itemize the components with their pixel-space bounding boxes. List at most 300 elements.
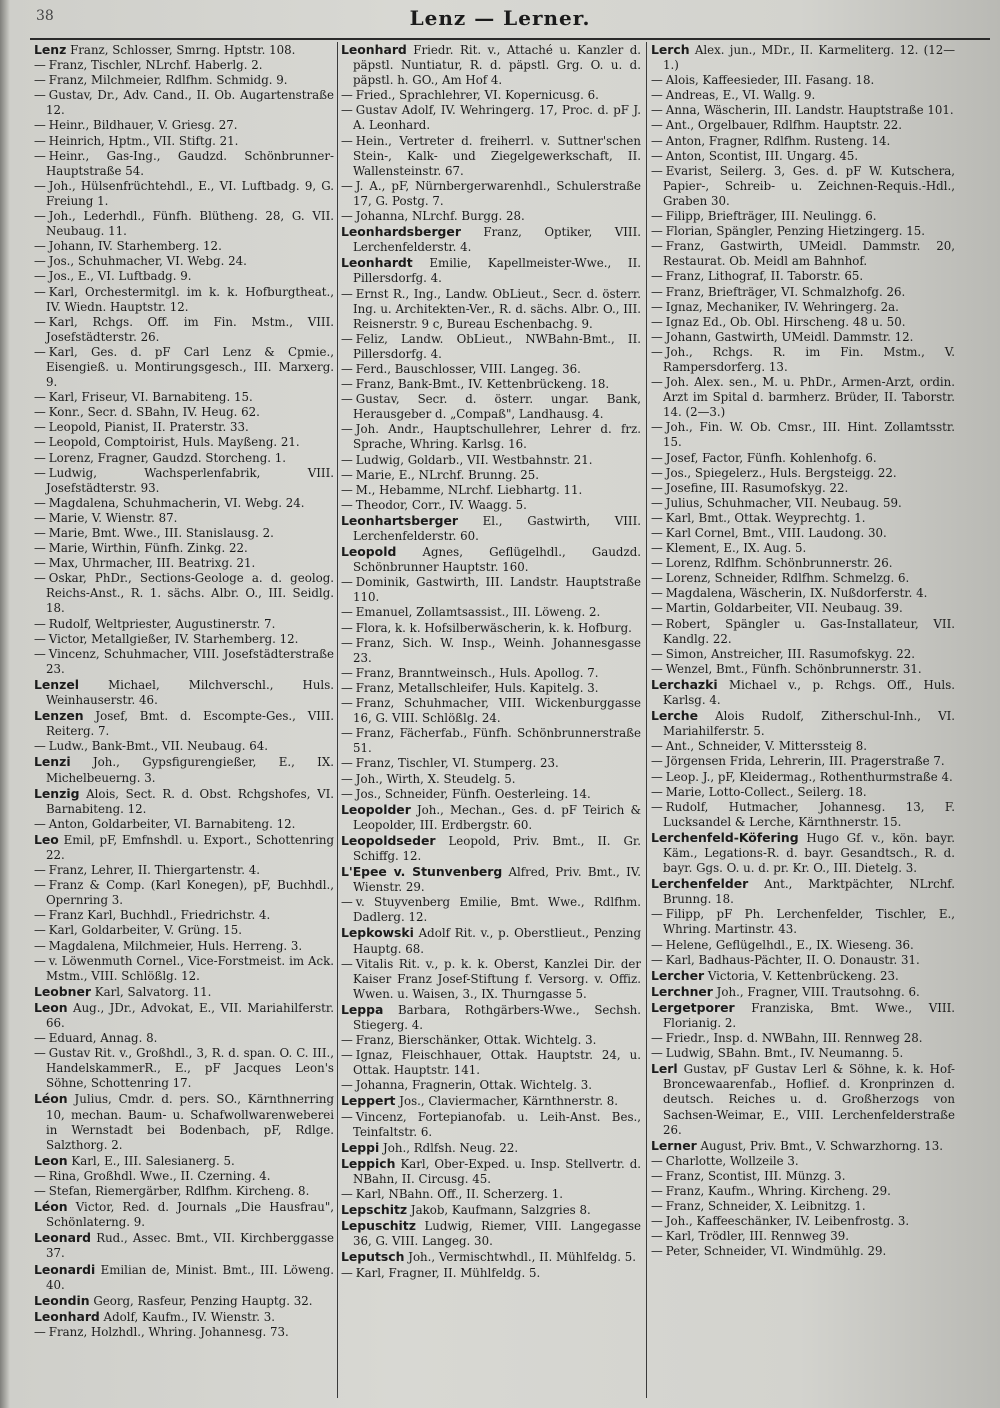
ditto-dash: —: [34, 1324, 46, 1339]
directory-entry: [651, 617, 955, 647]
entry-text: Ludwig, SBahn. Bmt., IV. Neumanng. 5.: [665, 1046, 904, 1061]
directory-entry: [651, 907, 955, 937]
directory-entry: [341, 498, 641, 513]
directory-entry: [34, 923, 334, 938]
ditto-dash: —: [651, 284, 663, 299]
directory-entry: [34, 269, 334, 284]
ditto-dash: —: [651, 1244, 663, 1259]
ditto-dash: —: [34, 739, 46, 754]
ditto-dash: —: [651, 133, 663, 148]
directory-entry: [341, 544, 641, 575]
directory-entry: [341, 1140, 641, 1156]
directory-entry: [34, 345, 334, 390]
directory-entry: [341, 103, 641, 133]
directory-entry: [341, 209, 641, 224]
directory-entry: [34, 1293, 334, 1309]
ditto-dash: —: [341, 696, 353, 711]
entry-text: Fried., Sprachlehrer, VI. Kopernicusg. 6.: [355, 88, 599, 103]
ditto-dash: —: [341, 895, 353, 910]
entry-text: Marie, Bmt. Wwe., III. Stanislausg. 2.: [48, 526, 274, 540]
entry-surname: Lerner: [651, 1137, 697, 1153]
entry-text: Karl, Ges. d. pF Carl Lenz & Cpmie., Eisengieß. u. Montirungsgesch., III. Marxerg. 9.: [46, 344, 334, 390]
directory-entry: [651, 315, 955, 330]
directory-entry: [34, 954, 334, 984]
entry-text: Michael v., p. Rchgs. Off., Huls. Karlsg. 4.: [663, 677, 955, 708]
entry-text: Anna, Wäscherin, III. Landstr. Hauptstraße 101.: [665, 103, 954, 118]
entry-text: Friedr., Insp. d. NWBahn, III. Rennweg 28.: [665, 1031, 923, 1046]
directory-entry: [34, 58, 334, 73]
ditto-dash: —: [651, 163, 663, 178]
directory-entry: [651, 1154, 955, 1169]
directory-entry: [651, 1184, 955, 1199]
ditto-dash: —: [651, 450, 663, 465]
ditto-dash: —: [341, 178, 353, 193]
directory-entry: [341, 864, 641, 895]
entry-surname: Leon: [34, 999, 68, 1015]
entry-surname: Leonard: [34, 1230, 91, 1246]
entry-text: Victor, Metallgießer, IV. Starhemberg. 12.: [48, 631, 299, 646]
directory-entry: [34, 179, 334, 209]
entry-text: Aug., JDr., Advokat, E., VII. Mariahilferstr. 66.: [46, 1000, 334, 1030]
entry-text: Jos., Schuhmacher, VI. Webg. 24.: [48, 254, 247, 269]
entry-text: Lorenz, Schneider, Rdlfhm. Schmelzg. 6.: [665, 571, 910, 586]
directory-entry: [651, 1031, 955, 1046]
entry-text: El., Gastwirth, VIII. Lerchenfelderstr. 60.: [353, 513, 641, 543]
entry-surname: Lerchner: [651, 983, 713, 999]
entry-text: Alois, Kaffeesieder, III. Fasang. 18.: [665, 73, 875, 88]
directory-entry: [651, 466, 955, 481]
ditto-dash: —: [34, 314, 46, 329]
entry-surname: Leonhardt: [341, 255, 413, 271]
directory-entry: [34, 617, 334, 632]
directory-entry: [34, 390, 334, 405]
entry-surname: Leopold: [341, 544, 397, 560]
entry-text: Franz, Lehrer, II. Thiergartenstr. 4.: [48, 863, 260, 878]
entry-text: Franz, Gastwirth, UMeidl. Dammstr. 20, Restaurat. Ob. Meidl am Bahnhof.: [663, 239, 955, 269]
entry-text: August, Priv. Bmt., V. Schwarzhorng. 13.: [700, 1138, 943, 1153]
ditto-dash: —: [341, 482, 353, 497]
entry-text: Barbara, Rothgärbers-Wwe., Sechsh. Stiegerg. 4.: [353, 1002, 641, 1032]
entry-text: Julius, Schuhmacher, VII. Neubaug. 59.: [665, 495, 902, 510]
entry-text: Victoria, V. Kettenbrückeng. 23.: [707, 968, 899, 983]
directory-entry: [341, 696, 641, 726]
ditto-dash: —: [341, 665, 353, 680]
entry-text: Eduard, Annag. 8.: [48, 1031, 158, 1046]
entry-text: Adolf, Kaufm., IV. Wienstr. 3.: [103, 1309, 275, 1324]
ditto-dash: —: [34, 133, 46, 148]
directory-entry: [34, 677, 334, 708]
entry-text: Johann, Gastwirth, UMeidl. Dammstr. 12.: [665, 329, 914, 344]
ditto-dash: —: [651, 1168, 663, 1183]
directory-entry: [651, 770, 955, 785]
entry-text: Ludw., Bank-Bmt., VII. Neubaug. 64.: [48, 739, 269, 754]
entry-text: Leopold, Comptoirist, Huls. Mayßeng. 21.: [48, 435, 300, 450]
entry-text: Joh., Fin. W. Ob. Cmsr., III. Hint. Zollamtsstr. 15.: [663, 420, 955, 450]
ditto-dash: —: [34, 58, 46, 73]
directory-entry: [341, 88, 641, 103]
directory-entry: [34, 1031, 334, 1046]
entry-text: Johanna, NLrchf. Burgg. 28.: [355, 209, 525, 224]
directory-entry: [341, 802, 641, 833]
column-3: [651, 42, 955, 1402]
directory-entry: [651, 708, 955, 739]
entry-text: Joh., Lederhdl., Fünfh. Blütheng. 28, G. VII. Neubaug. 11.: [46, 209, 334, 239]
ditto-dash: —: [34, 816, 46, 831]
entry-surname: Leopoldseder: [341, 832, 436, 848]
entry-text: Magdalena, Wäscherin, IX. Nußdorferstr. 4.: [665, 586, 928, 601]
directory-entry: [651, 1138, 955, 1154]
entry-text: Heinr., Bildhauer, V. Griesg. 27.: [48, 118, 238, 133]
entry-surname: Lenzen: [34, 708, 84, 724]
directory-entry: [651, 1000, 955, 1031]
ditto-dash: —: [341, 620, 353, 635]
entry-surname: Lepkowski: [341, 925, 414, 941]
directory-entry: [341, 895, 641, 925]
entry-text: Emilie, Kapellmeister-Wwe., II. Pillersdorfg. 4.: [353, 256, 641, 286]
ditto-dash: —: [34, 616, 46, 631]
directory-entry: [341, 255, 641, 286]
ditto-dash: —: [34, 344, 46, 359]
entry-text: Ferd., Bauschlosser, VIII. Langeg. 36.: [355, 361, 581, 376]
directory-entry: [341, 332, 641, 362]
directory-entry: [34, 1153, 334, 1169]
directory-entry: [341, 636, 641, 666]
directory-entry: [341, 1202, 641, 1218]
entry-text: Rud., Assec. Bmt., VII. Kirchberggasse 37.: [46, 1231, 334, 1261]
directory-entry: [651, 224, 955, 239]
entry-text: Franz, Bierschänker, Ottak. Wichtelg. 3.: [355, 1033, 597, 1048]
ditto-dash: —: [341, 377, 353, 392]
directory-entry: [341, 224, 641, 255]
directory-entry: [651, 1244, 955, 1259]
entry-text: Franz, Schuhmacher, VIII. Wickenburggasse 16, G. VIII. Schlößlg. 24.: [353, 696, 641, 726]
ditto-dash: —: [341, 331, 353, 346]
ditto-dash: —: [651, 1153, 663, 1168]
directory-entry: [34, 1000, 334, 1031]
entry-text: Ant., Marktpächter, NLrchf. Brunng. 18.: [663, 877, 955, 907]
ditto-dash: —: [341, 956, 353, 971]
entry-text: Rudolf, Hutmacher, Johannesg. 13, F. Lucksandel & Lerche, Kärnthnerstr. 15.: [663, 799, 955, 829]
entry-text: v. Stuyvenberg Emilie, Bmt. Wwe., Rdlfhm. Dadlerg. 12.: [353, 895, 641, 925]
entry-text: Franz, Schlosser, Smrng. Hptstr. 108.: [70, 43, 296, 57]
entry-text: Karl, Goldarbeiter, V. Grüng. 15.: [48, 923, 242, 938]
ditto-dash: —: [341, 771, 353, 786]
column-2: [341, 42, 641, 1402]
ditto-dash: —: [34, 209, 46, 224]
entry-text: Franziska, Bmt. Wwe., VIII. Florianig. 2.: [663, 1000, 955, 1030]
directory-entry: [651, 938, 955, 953]
ditto-dash: —: [34, 878, 46, 893]
ditto-dash: —: [651, 269, 663, 284]
entry-text: Helene, Geflügelhdl., E., IX. Wieseng. 36.: [665, 937, 914, 952]
entry-text: Agnes, Geflügelhdl., Gaudzd. Schönbrunner Hauptstr. 160.: [353, 545, 641, 575]
entry-text: Klement, E., IX. Aug. 5.: [665, 541, 807, 556]
directory-entry: [34, 420, 334, 435]
entry-surname: Lenzi: [34, 754, 71, 770]
ditto-dash: —: [34, 938, 46, 953]
entry-surname: Lergetporer: [651, 999, 735, 1015]
directory-entry: [651, 42, 955, 73]
directory-entry: [651, 662, 955, 677]
entry-surname: Leobner: [34, 983, 92, 999]
directory-entry: [651, 556, 955, 571]
directory-entry: [34, 209, 334, 239]
ditto-dash: —: [34, 526, 46, 540]
entry-text: Alois, Sect. R. d. Obst. Rchgshofes, VI. Barnabiteng. 12.: [46, 786, 334, 816]
entry-text: Vitalis Rit. v., p. k. k. Oberst, Kanzlei Dir. der Kaiser Franz Josef-Stiftung f. Versorg. v. Offiz. Wwen. u. Waisen, 3., IX. Thurngasse 5.: [353, 956, 641, 1001]
entry-text: Georg, Rasfeur, Penzing Hauptg. 32.: [93, 1293, 313, 1308]
entry-text: M., Hebamme, NLrchf. Liebhartg. 11.: [355, 482, 583, 497]
directory-entry: [651, 1046, 955, 1061]
entry-text: Rina, Großhdl. Wwe., II. Czerning. 4.: [48, 1168, 271, 1183]
ditto-dash: —: [34, 953, 46, 968]
directory-entry: [651, 118, 955, 133]
entry-text: Gustav Rit. v., Großhdl., 3, R. d. span. O. C. III., HandelskammerR., E., pF Jacques Leon's Söhne, Schottenring 17.: [46, 1046, 334, 1091]
entry-text: Franz, Milchmeier, Rdlfhm. Schmidg. 9.: [48, 73, 288, 88]
ditto-dash: —: [34, 571, 46, 586]
entry-text: Hein., Vertreter d. freiherrl. v. Suttner'schen Stein-, Kalk- und Ziegelgewerkschaft, II. Wallensteinstr. 67.: [353, 133, 641, 178]
ditto-dash: —: [651, 1046, 663, 1061]
ditto-dash: —: [651, 1199, 663, 1214]
directory-entry: [341, 513, 641, 544]
entry-surname: Léon: [34, 1199, 68, 1215]
entry-text: Leopold, Priv. Bmt., II. Gr. Schiffg. 12.: [353, 833, 641, 863]
entry-text: Franz, Schneider, X. Leibnitzg. 1.: [665, 1199, 866, 1214]
entry-text: Gustav, pF Gustav Lerl & Söhne, k. k. Hof-Broncewaarenfab., Hoflief. d. Kronprinzen d. deutsch. Reiches u. d. Großherzogs von Sachsen-Weimar, E., VIII. Lerchenfelderstraße 26.: [663, 1062, 955, 1137]
ditto-dash: —: [341, 1033, 353, 1048]
directory-entry: [651, 571, 955, 586]
directory-entry: [341, 957, 641, 1002]
entry-surname: Leppa: [341, 1001, 384, 1017]
ditto-dash: —: [34, 435, 46, 450]
entry-surname: Leonhard: [341, 42, 407, 57]
header-rule: [30, 38, 990, 40]
ditto-dash: —: [341, 422, 353, 437]
directory-entry: [34, 571, 334, 616]
directory-entry: [651, 164, 955, 209]
entry-surname: Lenzig: [34, 785, 80, 801]
directory-entry: [341, 392, 641, 422]
entry-text: Jos., Claviermacher, Kärnthnerstr. 8.: [399, 1094, 619, 1109]
entry-text: Franz, Branntweinsch., Huls. Apollog. 7.: [355, 665, 599, 680]
entry-surname: Lerchazki: [651, 676, 718, 692]
entry-text: Ludwig, Wachsperlenfabrik, VIII. Josefstädterstr. 93.: [46, 465, 334, 495]
ditto-dash: —: [651, 118, 663, 133]
directory-entry: [34, 786, 334, 817]
column-divider: [337, 42, 338, 1398]
directory-entry: [651, 1229, 955, 1244]
directory-entry: [341, 1266, 641, 1281]
entry-text: Martin, Goldarbeiter, VII. Neubaug. 39.: [665, 601, 903, 616]
entry-text: Franz, Briefträger, VI. Schmalzhofg. 26.: [665, 284, 906, 299]
directory-entry: [341, 1033, 641, 1048]
entry-text: Franz, Optiker, VIII. Lerchenfelderstr. 4.: [353, 225, 641, 255]
directory-entry: [651, 285, 955, 300]
ditto-dash: —: [651, 616, 663, 631]
entry-text: Franz, Kaufm., Whring. Kircheng. 29.: [665, 1184, 891, 1199]
ditto-dash: —: [651, 73, 663, 88]
directory-entry: [341, 1218, 641, 1249]
directory-entry: [651, 149, 955, 164]
ditto-dash: —: [651, 952, 663, 967]
entry-text: J. A., pF, Nürnbergerwarenhdl., Schulerstraße 17, G. Postg. 7.: [353, 178, 641, 208]
ditto-dash: —: [341, 392, 353, 407]
ditto-dash: —: [34, 405, 46, 420]
directory-entry: [651, 647, 955, 662]
directory-entry: [34, 878, 334, 908]
directory-entry: [651, 754, 955, 769]
directory-entry: [651, 496, 955, 511]
ditto-dash: —: [34, 420, 46, 435]
entry-text: Emil, pF, Emfnshdl. u. Export., Schottenring 22.: [46, 832, 334, 862]
entry-text: Franz, Lithograf, II. Taborstr. 65.: [665, 269, 864, 284]
directory-entry: [34, 435, 334, 450]
entry-text: Joh., Rdlfsh. Neug. 22.: [383, 1140, 519, 1155]
entry-text: Franz, Scontist, III. Münzg. 3.: [665, 1168, 846, 1183]
ditto-dash: —: [34, 148, 46, 163]
ditto-dash: —: [34, 88, 46, 103]
column-divider: [646, 42, 647, 1398]
entry-text: Ant., Schneider, V. Mitterssteig 8.: [665, 739, 867, 754]
ditto-dash: —: [34, 923, 46, 938]
directory-entry: [34, 42, 334, 58]
directory-entry: [341, 1048, 641, 1078]
ditto-dash: —: [651, 601, 663, 616]
ditto-dash: —: [341, 497, 353, 512]
ditto-dash: —: [341, 88, 353, 103]
entry-surname: Leonhard: [34, 1308, 100, 1324]
directory-entry: [651, 800, 955, 830]
entry-text: Simon, Anstreicher, III. Rasumofskyg. 22.: [665, 646, 916, 661]
entry-text: Oskar, PhDr., Sections-Geologe a. d. geolog. Reichs-Anst., R. 1. sächs. Albr. O., III. Seidlg. 18.: [46, 571, 334, 616]
entry-text: Robert, Spängler u. Gas-Installateur, VII. Kandlg. 22.: [663, 616, 955, 646]
directory-entry: [651, 451, 955, 466]
directory-entry: [34, 832, 334, 863]
entry-text: Karl Cornel, Bmt., VIII. Laudong. 30.: [665, 526, 887, 540]
entry-surname: Leondin: [34, 1292, 90, 1308]
directory-entry: [34, 405, 334, 420]
directory-entry: [341, 134, 641, 179]
ditto-dash: —: [651, 88, 663, 103]
ditto-dash: —: [651, 1229, 663, 1244]
entry-text: Julius, Cmdr. d. pers. SO., Kärnthnerring 10, mechan. Baum- u. Schafwollwarenweberei in Wernstadt bei Bodenbach, pF, Rdlge. Salzthorg. 2.: [46, 1092, 334, 1152]
directory-entry: [651, 88, 955, 103]
directory-entry: [34, 254, 334, 269]
ditto-dash: —: [651, 526, 663, 540]
entry-text: Alfred, Priv. Bmt., IV. Wienstr. 29.: [353, 865, 641, 895]
entry-text: Dominik, Gastwirth, III. Landstr. Hauptstraße 110.: [353, 575, 641, 605]
entry-text: Franz, Bank-Bmt., IV. Kettenbrückeng. 18.: [355, 377, 610, 392]
ditto-dash: —: [651, 480, 663, 495]
directory-entry: [341, 422, 641, 452]
page-header: [0, 6, 1000, 36]
entry-text: Josef, Factor, Fünfh. Kohlenhofg. 6.: [665, 450, 877, 465]
ditto-dash: —: [341, 756, 353, 771]
entry-text: Stefan, Riemergärber, Rdlfhm. Kircheng. 8.: [48, 1184, 310, 1199]
entry-text: Joh., Vermischtwhdl., II. Mühlfeldg. 5.: [408, 1250, 637, 1265]
directory-entry: [651, 1199, 955, 1214]
entry-text: Franz & Comp. (Karl Konegen), pF, Buchhdl., Opernring 3.: [46, 878, 334, 908]
entry-text: Hugo Gf. v., kön. bayr. Käm., Legations-R. d. bayr. Gesandtsch., R. d. bayr. Ggs. O. u. d. pr. Kr. O., III. Dietelg. 3.: [663, 830, 955, 876]
entry-text: Joh., Kaffeeschänker, IV. Leibenfrostg. 3.: [665, 1214, 910, 1229]
directory-entry: [341, 756, 641, 771]
entry-text: Ignaz, Fleischhauer, Ottak. Hauptstr. 24, u. Ottak. Hauptstr. 141.: [353, 1048, 641, 1078]
entry-text: Flora, k. k. Hofsilberwäscherin, k. k. Hofburg.: [355, 620, 632, 635]
entry-text: Marie, E., NLrchf. Brunng. 25.: [355, 467, 540, 482]
directory-entry: [34, 984, 334, 1000]
ditto-dash: —: [341, 133, 353, 148]
directory-entry: [651, 345, 955, 375]
entry-text: Leopold, Pianist, II. Praterstr. 33.: [48, 420, 249, 435]
directory-entry: [34, 863, 334, 878]
ditto-dash: —: [341, 209, 353, 224]
ditto-dash: —: [34, 541, 46, 556]
entry-text: Franz, Fächerfab., Fünfh. Schönbrunnerstraße 51.: [353, 726, 641, 756]
directory-entry: [651, 511, 955, 526]
entry-text: Michael, Milchverschl., Huls. Weinhauserstr. 46.: [46, 677, 334, 708]
entry-surname: Leonardi: [34, 1261, 96, 1277]
entry-text: Jos., Schneider, Fünfh. Oesterleing. 14.: [355, 786, 591, 801]
directory-entry: [34, 817, 334, 832]
entry-text: Franz Karl, Buchhdl., Friedrichstr. 4.: [48, 908, 271, 923]
entry-surname: Leonhartsberger: [341, 512, 458, 528]
directory-entry: [651, 239, 955, 269]
directory-entry: [341, 833, 641, 864]
directory-entry: [34, 708, 334, 739]
directory-entry: [651, 541, 955, 556]
directory-entry: [341, 575, 641, 605]
directory-entry: [651, 586, 955, 601]
entry-text: Johanna, Fragnerin, Ottak. Wichtelg. 3.: [355, 1078, 593, 1093]
directory-entry: [34, 1169, 334, 1184]
ditto-dash: —: [34, 631, 46, 646]
ditto-dash: —: [651, 907, 663, 922]
directory-entry: [34, 647, 334, 677]
entry-surname: Lerche: [651, 708, 698, 724]
entry-text: Joh., Gypsfigurengießer, E., IX. Michelbeuerng. 3.: [46, 755, 334, 785]
entry-surname: Leputsch: [341, 1249, 405, 1265]
entry-text: Jörgensen Frida, Lehrerin, III. Pragerstraße 7.: [665, 754, 945, 769]
ditto-dash: —: [34, 1031, 46, 1046]
directory-entry: [34, 315, 334, 345]
directory-entry: [341, 772, 641, 787]
entry-text: Karl, Salvatorg. 11.: [94, 984, 212, 999]
directory-entry: [341, 362, 641, 377]
directory-entry: [651, 134, 955, 149]
entry-text: Andreas, E., VI. Wallg. 9.: [665, 88, 816, 103]
directory-entry: [34, 134, 334, 149]
directory-entry: [341, 1002, 641, 1033]
ditto-dash: —: [651, 344, 663, 359]
entry-text: Heinrich, Hptm., VII. Stiftg. 21.: [48, 133, 239, 148]
entry-text: Vincenz, Schuhmacher, VIII. Josefstädterstraße 23.: [46, 646, 334, 676]
directory-entry: [341, 1078, 641, 1093]
entry-text: Lorenz, Fragner, Gaudzd. Storcheng. 1.: [48, 450, 287, 465]
directory-entry: [651, 481, 955, 496]
directory-entry: [34, 556, 334, 571]
entry-text: Karl, Trödler, III. Rennweg 39.: [665, 1229, 849, 1244]
entry-text: Karl, Fragner, II. Mühlfeldg. 5.: [355, 1265, 541, 1280]
entry-text: Alex. jun., MDr., II. Karmeliterg. 12. (12—1.): [663, 43, 955, 73]
entry-text: Ernst R., Ing., Landw. ObLieut., Secr. d. österr. Ing. u. Architekten-Ver., R. d. sächs. Albr. O., III. Reisnerstr. 9 c, Bureau Eschenbachg. 9.: [353, 286, 641, 331]
directory-entry: [341, 483, 641, 498]
ditto-dash: —: [651, 209, 663, 224]
directory-entry: [34, 939, 334, 954]
entry-surname: Lenzel: [34, 676, 79, 692]
ditto-dash: —: [34, 556, 46, 571]
entry-surname: Leon: [34, 1152, 68, 1168]
ditto-dash: —: [341, 1048, 353, 1063]
